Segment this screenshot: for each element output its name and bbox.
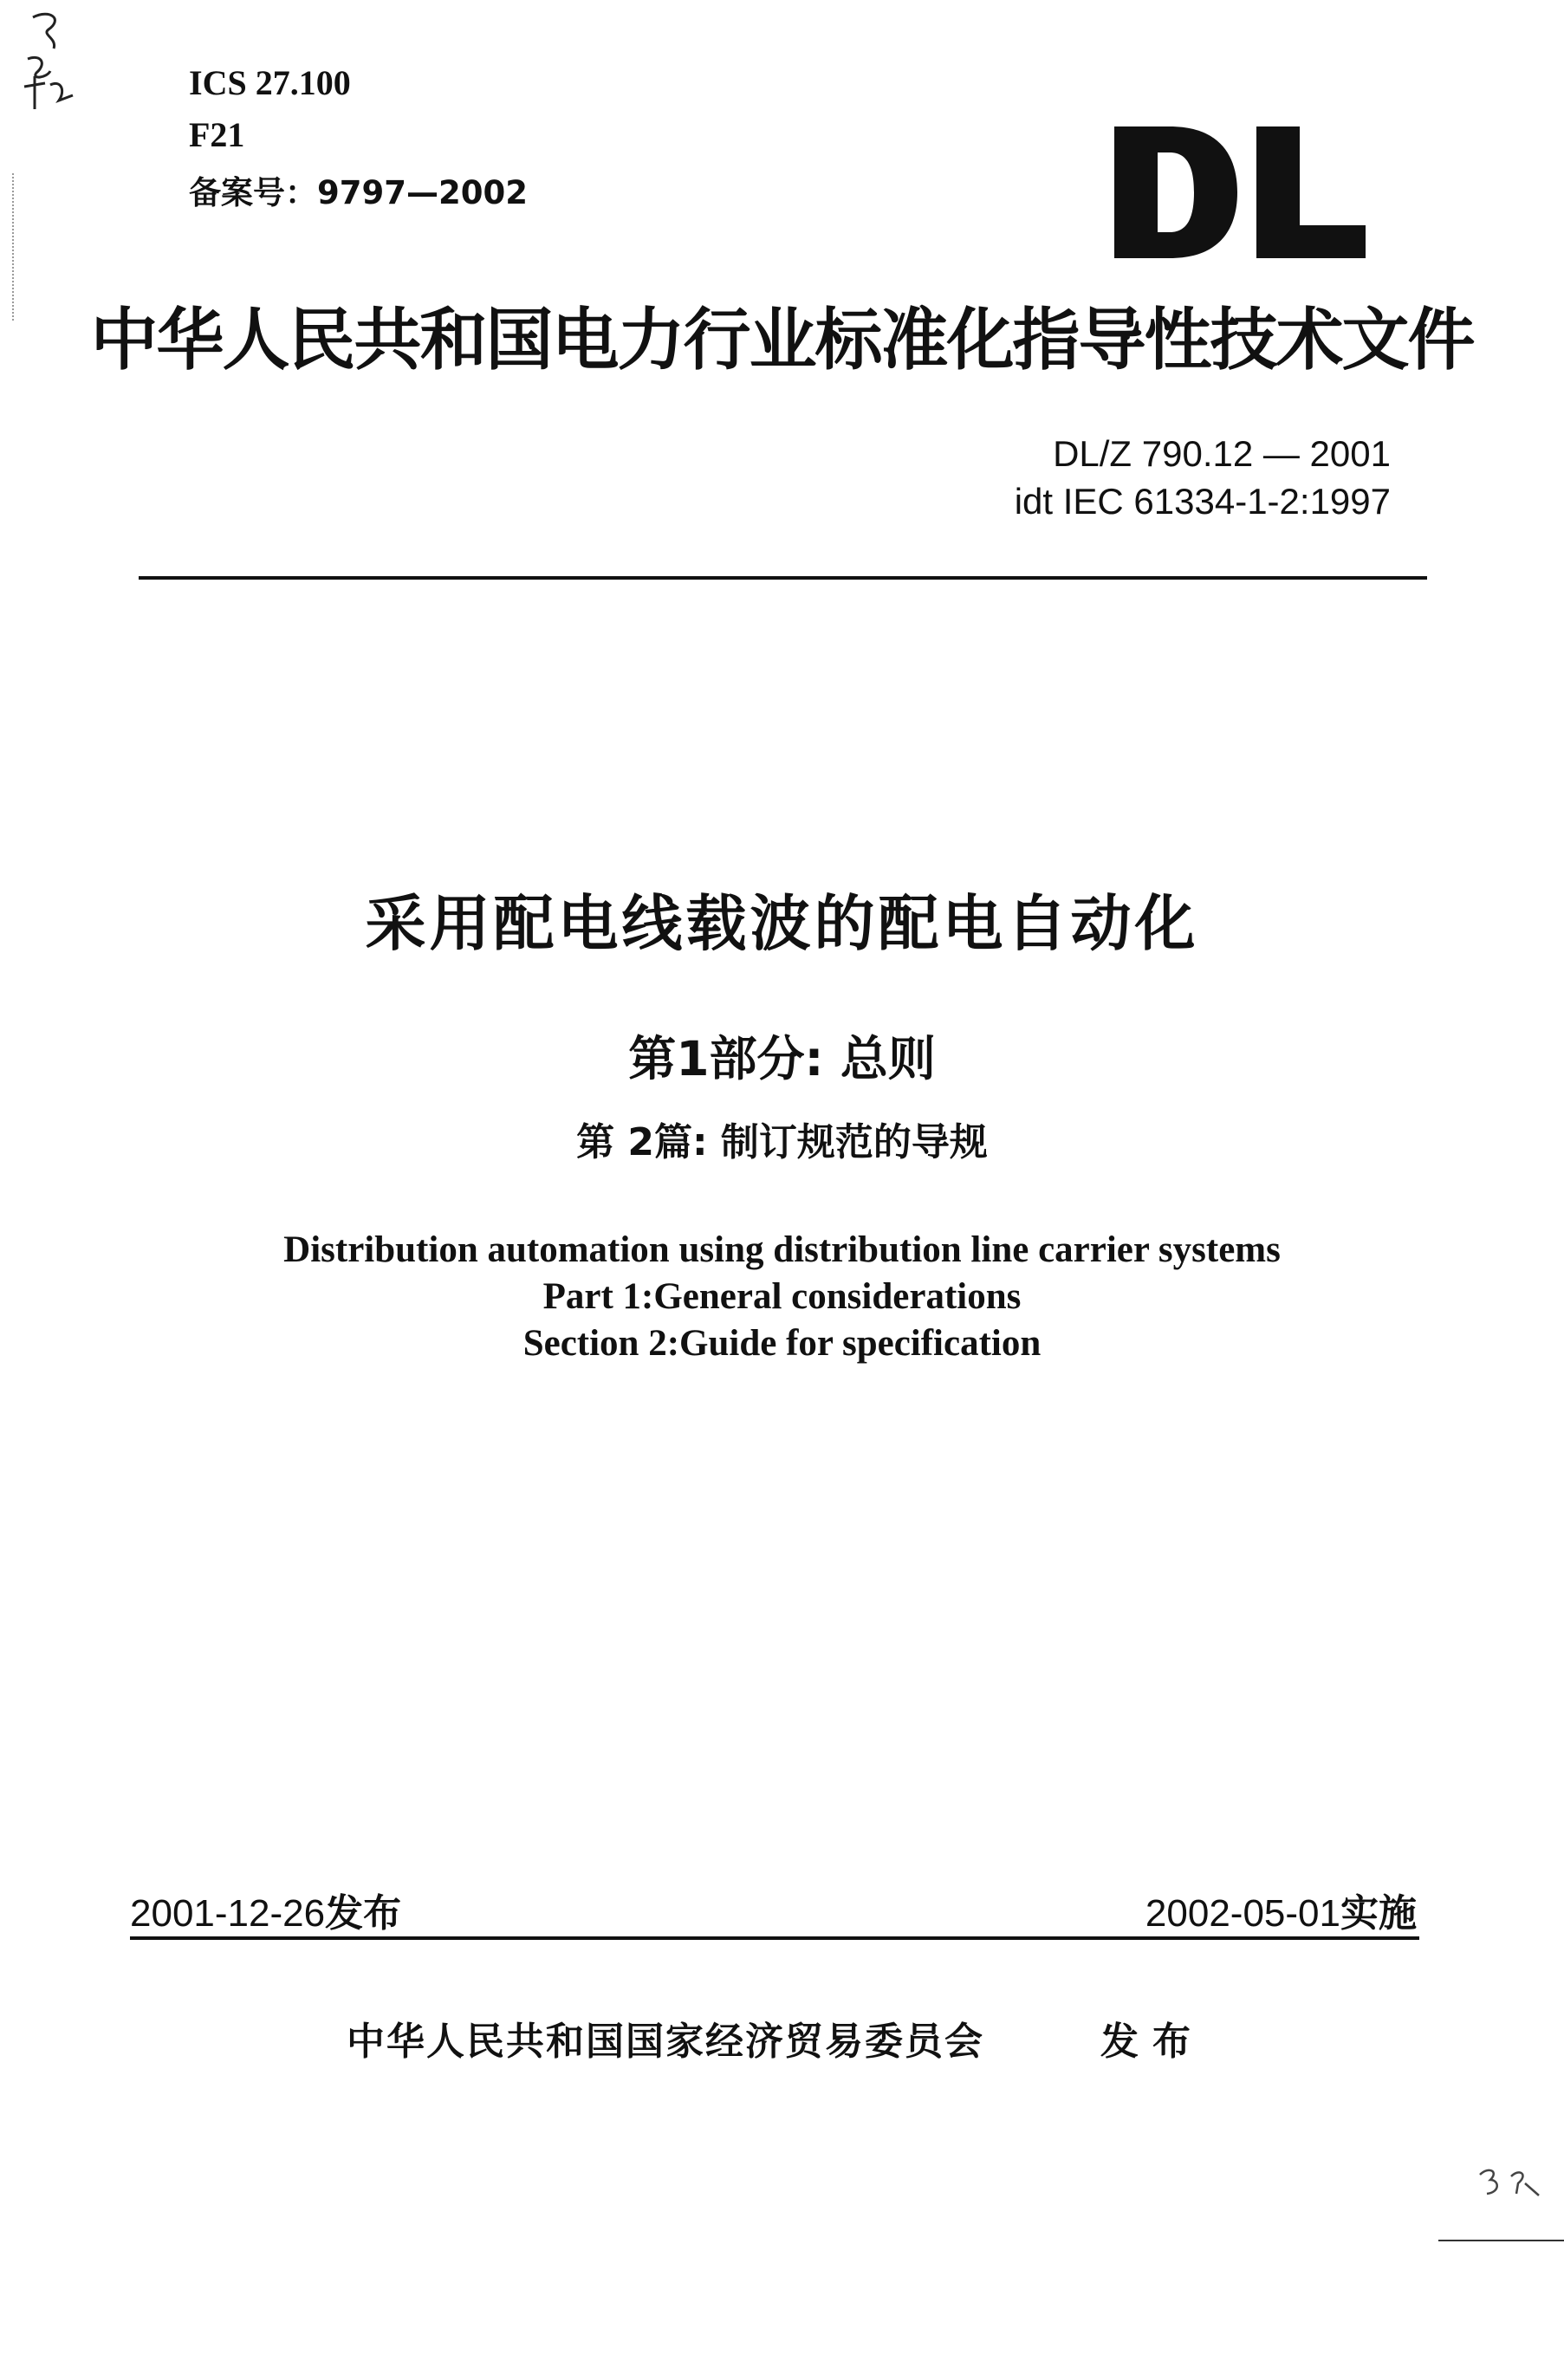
document-category-title: 中华人民共和国电力行业标准化指导性技术文件: [90, 302, 1474, 379]
handwritten-annotation: [16, 7, 85, 120]
standard-number: DL/Z 790.12 — 2001: [1053, 433, 1391, 474]
publisher-action: 发布: [1100, 2020, 1204, 2064]
implementation-date-value: 2002-05-01: [1145, 1892, 1340, 1935]
issue-date-value: 2001-12-26: [130, 1892, 326, 1935]
implementation-date-label: 实施: [1340, 1891, 1417, 1936]
section-title-chinese: 第 2篇: 制订规范的导规: [576, 1120, 988, 1164]
implementation-date: [1145, 1882, 1417, 1937]
title-chinese: 采用配电线载波的配电自动化: [365, 888, 1199, 959]
dl-logo: [1109, 121, 1369, 264]
ics-code: ICS 27.100: [189, 63, 351, 102]
classification-code: F21: [189, 115, 245, 154]
section-title-english: Section 2:Guide for specification: [522, 1323, 1042, 1364]
part-title-english: Part 1:General considerations: [542, 1276, 1022, 1317]
handwritten-page-mark: [1473, 2157, 1551, 2209]
issue-date: [130, 1882, 401, 1937]
title-english: Distribution automation using distribution line carrier systems: [283, 1229, 1281, 1270]
iec-equivalent: idt IEC 61334-1-2:1997: [1014, 481, 1391, 522]
footer-divider: [130, 1936, 1419, 1940]
publisher-name: 中华人民共和国国家经济贸易委员会: [347, 2020, 984, 2064]
record-number: 备案号：9797—2002: [189, 174, 528, 211]
issue-date-label: 发布: [325, 1891, 402, 1936]
corner-line: [1438, 2240, 1564, 2241]
header-divider: [139, 576, 1427, 580]
part-title-chinese: 第1部分: 总则: [628, 1031, 936, 1086]
